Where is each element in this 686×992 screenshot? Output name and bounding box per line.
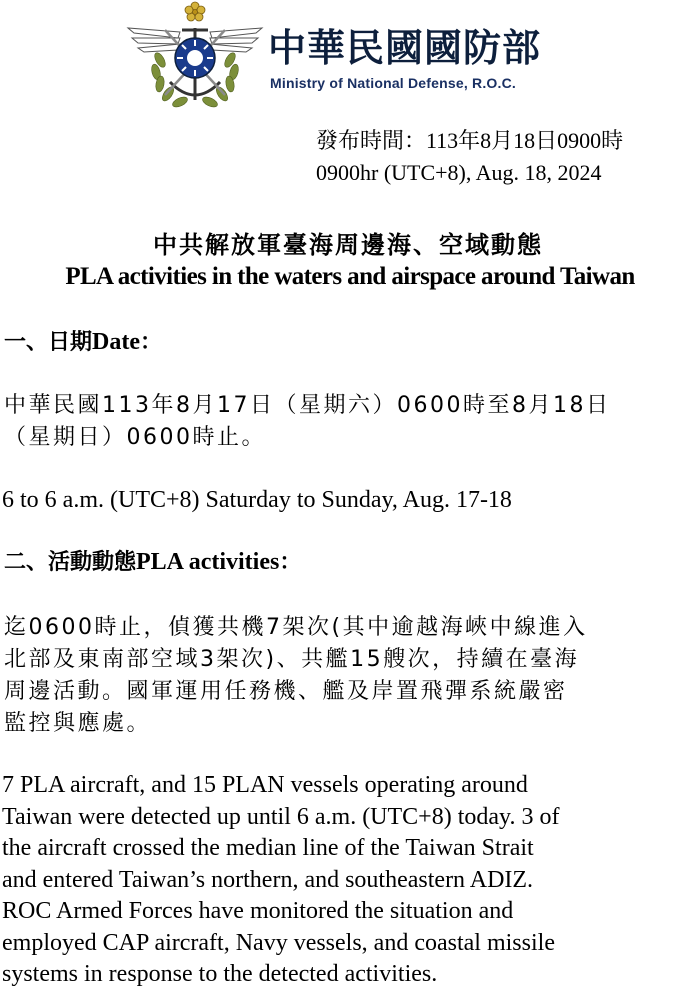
date-heading-colon: ： [140,330,163,355]
date-paragraph-zh [4,390,684,454]
activities-heading-colon: ： [279,550,302,575]
activities-en-line: the aircraft crossed the median line of the Taiwan Strait [2,835,534,861]
activities-en-line: systems in response to the detected activities. [2,961,438,987]
release-time-zh: 發布時間：113年8月18日0900時 [316,128,624,153]
activities-zh-line: 周邊活動。國軍運用任務機、艦及岸置飛彈系統嚴密 [4,679,568,704]
activities-zh-line: 迄0600時止，偵獲共機7架次(其中逾越海峽中線進入 [4,615,588,640]
release-time [316,125,623,189]
date-en-line: 6 to 6 a.m. (UTC+8) Saturday to Sunday, Aug. 17-18 [2,487,512,513]
date-paragraph-en [2,485,686,517]
activities-section-heading [4,547,301,578]
document-title-en: PLA activities in the waters and airspace around Taiwan [65,263,635,290]
activities-zh-line: 北部及東南部空域3架次)、共艦15艘次，持續在臺海 [4,647,580,672]
date-zh-line: （星期日）0600時止。 [4,425,266,450]
document-title-zh: 中共解放軍臺海周邊海、空域動態 [153,231,543,259]
activities-zh-line: 監控與應處。 [4,711,152,736]
activities-en-line: Taiwan were detected up until 6 a.m. (UTC+8) today. 3 of [2,803,560,830]
activities-heading-en: PLA activities [136,549,280,575]
date-heading-zh: 一、日期 [4,330,93,355]
ministry-emblem-icon [120,0,270,110]
activities-heading-zh: 二、活動動態 [4,550,137,575]
ministry-name-en: Ministry of National Defense, R.O.C. [270,75,517,91]
release-time-en: 0900hr (UTC+8), Aug. 18, 2024 [316,160,602,185]
activities-en-line: and entered Taiwan’s northern, and southeastern ADIZ. [2,866,534,893]
date-zh-line: 中華民國113年8月17日（星期六）0600時至8月18日 [4,393,611,418]
date-heading-en: Date [92,329,140,355]
activities-paragraph-en [2,770,686,991]
header [120,0,580,110]
activities-paragraph-zh [4,612,684,740]
date-section-heading [4,327,162,358]
activities-en-line: ROC Armed Forces have monitored the situation and [2,898,514,924]
activities-en-line: 7 PLA aircraft, and 15 PLAN vessels operating around [2,772,528,798]
ministry-name-zh: 中華民國國防部 [268,26,542,70]
activities-en-line: employed CAP aircraft, Navy vessels, and coastal missile [2,929,555,956]
